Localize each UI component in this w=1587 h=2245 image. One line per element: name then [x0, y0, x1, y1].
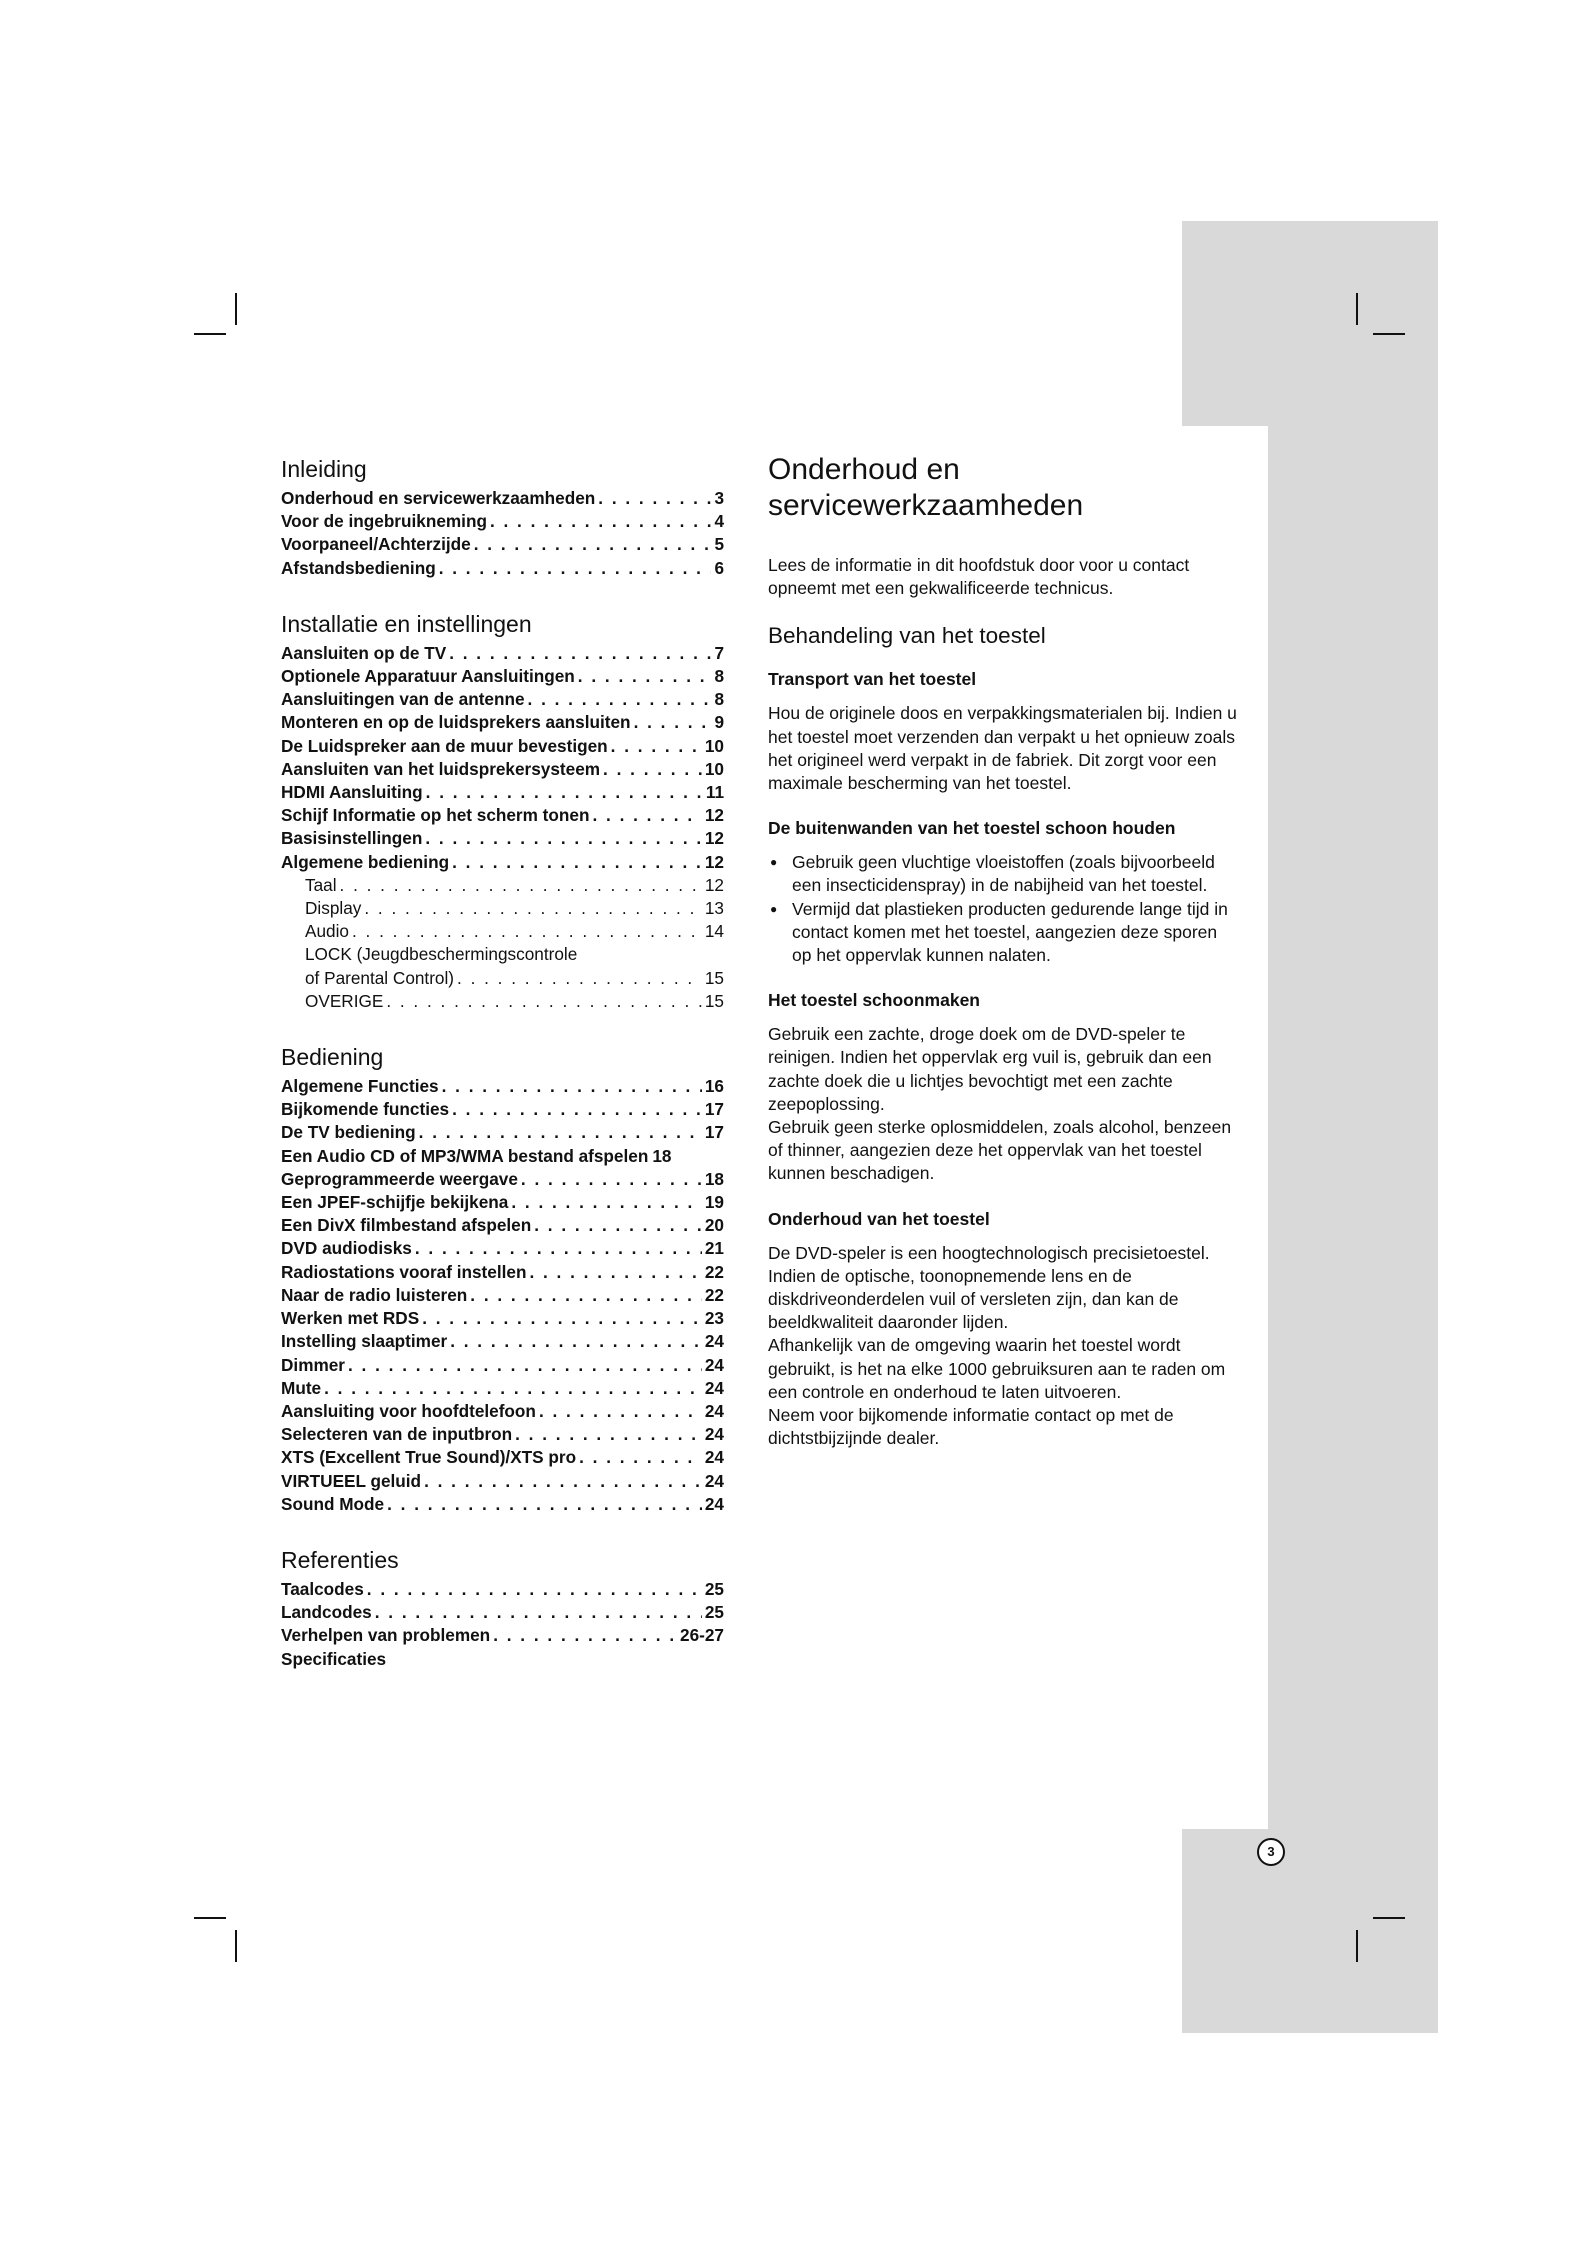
toc-leader-dots: [424, 1470, 702, 1493]
toc-entry[interactable]: [281, 1624, 724, 1647]
toc-entry-title: DVD audiodisks: [281, 1238, 412, 1259]
toc-leader-dots: [521, 1168, 702, 1191]
toc-entry[interactable]: [281, 1237, 724, 1260]
toc-section-heading: Installatie en instellingen: [281, 610, 532, 637]
toc-entry-title: Display: [305, 898, 362, 919]
cleaning-heading: Het toestel schoonmaken: [768, 990, 980, 1011]
toc-leader-dots: [515, 1423, 702, 1446]
toc-entry-page: 8: [714, 689, 724, 710]
toc-entry-title: Een Audio CD of MP3/WMA bestand afspelen: [281, 1145, 649, 1166]
toc-leader-dots: [493, 1624, 677, 1647]
toc-entry-title: Instelling slaaptimer: [281, 1331, 448, 1352]
toc-entry-page: 25: [704, 1578, 724, 1599]
toc-entry-page: 8: [714, 666, 724, 687]
section-title: Behandeling van het toestel: [768, 623, 1046, 649]
toc-entry-title: Schijf Informatie op het scherm tonen: [281, 805, 590, 826]
toc-entry-title: Radiostations vooraf instellen: [281, 1261, 527, 1282]
main-article: [768, 452, 1238, 1472]
toc-entry-page: 16: [704, 1076, 724, 1097]
toc-entry-title: Geprogrammeerde weergave: [281, 1168, 518, 1189]
toc-entry-page: 24: [704, 1493, 724, 1514]
crop-mark-bottom-left-h: [194, 1917, 226, 1919]
toc-entry-title: Aansluitingen van de antenne: [281, 689, 525, 710]
outer-walls-list: [768, 851, 1238, 967]
toc-entry[interactable]: [281, 1601, 724, 1624]
outer-walls-heading: De buitenwanden van het toestel schoon houden: [768, 818, 1176, 839]
toc-entry[interactable]: [281, 758, 724, 781]
toc-entry-title: of Parental Control): [305, 967, 455, 988]
toc-entry-page: 12: [704, 805, 724, 826]
crop-mark-bottom-right-h: [1373, 1917, 1405, 1919]
page-title: [768, 452, 1238, 524]
toc-leader-dots: [364, 897, 702, 920]
toc-entry-title: Een DivX filmbestand afspelen: [281, 1215, 532, 1236]
toc-entry-page: 15: [704, 990, 724, 1011]
toc-entry-title: Dimmer: [281, 1354, 345, 1375]
toc-section: [281, 1546, 724, 1671]
toc-leader-dots: [450, 1330, 702, 1353]
toc-leader-dots: [528, 688, 712, 711]
toc-entry-page: 24: [704, 1331, 724, 1352]
toc-entry-title: Algemene Functies: [281, 1076, 439, 1097]
toc-leader-dots: [470, 1284, 702, 1307]
toc-entry-page: 24: [704, 1400, 724, 1421]
toc-entry[interactable]: [281, 557, 724, 580]
side-band-bottom: [1182, 1829, 1438, 2033]
toc-entry[interactable]: [281, 897, 724, 920]
toc-entry-title: Aansluiten van het luidsprekersysteem: [281, 758, 601, 779]
toc-entry-page: 25: [704, 1602, 724, 1623]
toc-entry-page: 24: [704, 1470, 724, 1491]
toc-entry-page: 17: [704, 1122, 724, 1143]
toc-entry-title: Voor de ingebruikneming: [281, 511, 487, 532]
toc-entry[interactable]: [281, 1307, 724, 1330]
maintenance-paragraph-3: Neem voor bijkomende informatie contact op met de dichtstbijzijnde dealer.: [768, 1405, 1174, 1449]
crop-mark-top-right-h: [1373, 333, 1405, 335]
toc-entry-page: 10: [704, 758, 724, 779]
toc-entry[interactable]: [281, 510, 724, 533]
toc-section: [281, 455, 724, 580]
table-of-contents: [281, 455, 724, 1701]
toc-entry-page: 12: [704, 874, 724, 895]
list-item: ● Gebruik geen vluchtige vloeistoffen (zoals bijvoorbeeld een insecticidenspray) in de nabijheid van het toestel.: [768, 851, 1238, 897]
toc-entry-page: 7: [714, 642, 724, 663]
toc-entry-title: VIRTUEEL geluid: [281, 1470, 422, 1491]
toc-leader-dots: [603, 758, 702, 781]
toc-entry-title: Aansluiting voor hoofdtelefoon: [281, 1400, 536, 1421]
toc-entry[interactable]: [281, 781, 724, 804]
toc-leader-dots: [578, 665, 712, 688]
toc-entry[interactable]: [281, 851, 724, 874]
toc-leader-dots: [415, 1237, 702, 1260]
intro-paragraph: Lees de informatie in dit hoofdstuk door voor u contact opneemt met een gekwalificeerde technicus.: [768, 555, 1190, 599]
list-item: ● Vermijd dat plastieken producten gedurende lange tijd in contact komen met het toestel, aangezien deze sporen op het oppervlak kunnen nalaten.: [768, 898, 1238, 968]
toc-entry-page: 24: [704, 1354, 724, 1375]
toc-entry[interactable]: [281, 1423, 724, 1446]
toc-entry[interactable]: [281, 1354, 724, 1377]
toc-entry[interactable]: [281, 735, 724, 758]
toc-leader-dots: [579, 1446, 702, 1469]
toc-leader-dots: [375, 1601, 702, 1624]
toc-entry[interactable]: [281, 967, 724, 990]
toc-section-heading: Bediening: [281, 1044, 384, 1071]
toc-leader-dots: [340, 874, 702, 897]
crop-mark-bottom-right-v: [1356, 1930, 1358, 1962]
toc-entry-page: 24: [704, 1447, 724, 1468]
toc-entry-title: Optionele Apparatuur Aansluitingen: [281, 666, 575, 687]
toc-entry-title: Sound Mode: [281, 1493, 385, 1514]
toc-entry-page: 26-27: [680, 1625, 724, 1646]
toc-entry-page: 17: [704, 1099, 724, 1120]
cleaning-paragraph-2: Gebruik geen sterke oplosmiddelen, zoals alcohol, benzeen of thinner, aangezien deze het oppervlak van het toestel kunnen beschadigen.: [768, 1117, 1232, 1184]
toc-entry[interactable]: [281, 487, 724, 510]
toc-entry-page: 18: [652, 1145, 672, 1166]
toc-entry-page: 20: [704, 1215, 724, 1236]
maintenance-paragraph-2: Afhankelijk van de omgeving waarin het toestel wordt gebruikt, is het na elke 1000 gebruiksuren aan te raden om een controle en onderhoud te laten uitvoeren.: [768, 1335, 1226, 1402]
crop-mark-bottom-left-v: [235, 1930, 237, 1962]
toc-entry-page: 23: [704, 1308, 724, 1329]
toc-entry-page: 5: [714, 534, 724, 555]
toc-entry-title: LOCK (Jeugdbeschermingscontrole: [305, 944, 578, 965]
toc-entry-title: Monteren en op de luidsprekers aansluiten: [281, 712, 631, 733]
toc-entry-title: Naar de radio luisteren: [281, 1284, 468, 1305]
toc-leader-dots: [426, 781, 703, 804]
toc-entry-page: 22: [704, 1261, 724, 1282]
toc-leader-dots: [611, 735, 702, 758]
toc-entry-title: XTS (Excellent True Sound)/XTS pro: [281, 1447, 577, 1468]
transport-paragraph: Hou de originele doos en verpakkingsmaterialen bij. Indien u het toestel moet verzenden dan verpakt u het opnieuw zoals het origineel werd verpakt in de fabriek. Dit zorgt voor een maximale bescherming van het toestel.: [768, 703, 1237, 794]
toc-entry[interactable]: [281, 1075, 724, 1098]
toc-leader-dots: [598, 487, 711, 510]
toc-leader-dots: [425, 827, 702, 850]
toc-entry-title: De Luidspreker aan de muur bevestigen: [281, 735, 608, 756]
cleaning-paragraph-1: Gebruik een zachte, droge doek om de DVD-speler te reinigen. Indien het oppervlak erg vuil is, gebruik dan een zachte doek die u lichtjes bevochtigt met een zachte zeepoplossing.: [768, 1024, 1212, 1114]
toc-leader-dots: [449, 642, 711, 665]
toc-entry-title: Algemene bediening: [281, 851, 450, 872]
side-band-middle: [1268, 426, 1438, 1829]
page-title-line-2: servicewerkzaamheden: [768, 489, 1084, 522]
toc-entry-page: 3: [714, 488, 724, 508]
toc-entry-title: Verhelpen van problemen: [281, 1625, 491, 1646]
toc-entry[interactable]: [281, 1284, 724, 1307]
toc-entry-page: 13: [704, 898, 724, 919]
transport-heading: Transport van het toestel: [768, 669, 977, 690]
toc-entry-title: Selecteren van de inputbron: [281, 1424, 513, 1445]
toc-entry[interactable]: [281, 1145, 724, 1168]
page-number: 3: [1257, 1838, 1285, 1866]
toc-entry[interactable]: [281, 533, 724, 556]
side-band-top: [1182, 221, 1438, 426]
toc-entry[interactable]: [281, 1121, 724, 1144]
toc-entry[interactable]: [281, 874, 724, 897]
toc-leader-dots: [539, 1400, 702, 1423]
toc-entry-title: HDMI Aansluiting: [281, 782, 423, 803]
toc-entry-page: 14: [704, 921, 724, 942]
toc-entry-title: Specificaties: [281, 1648, 387, 1669]
toc-entry[interactable]: [281, 1493, 724, 1516]
toc-entry-title: Aansluiten op de TV: [281, 642, 447, 663]
toc-leader-dots: [529, 1261, 701, 1284]
crop-mark-top-right-v: [1356, 293, 1358, 325]
toc-entry-title: Voorpaneel/Achterzijde: [281, 534, 471, 555]
toc-entry[interactable]: [281, 1446, 724, 1469]
toc-leader-dots: [386, 990, 702, 1013]
crop-mark-top-left-h: [194, 333, 226, 335]
toc-entry-page: 12: [704, 828, 724, 849]
toc-leader-dots: [634, 711, 712, 734]
toc-entry[interactable]: [281, 1191, 724, 1214]
toc-entry[interactable]: [281, 1470, 724, 1493]
toc-entry-title: Afstandsbediening: [281, 557, 436, 578]
toc-entry-page: 6: [714, 557, 724, 578]
toc-leader-dots: [324, 1377, 702, 1400]
toc-entry[interactable]: [281, 688, 724, 711]
toc-entry[interactable]: [281, 990, 724, 1013]
toc-entry-page: 11: [705, 782, 724, 803]
toc-entry-page: 9: [714, 712, 724, 733]
maintenance-heading: Onderhoud van het toestel: [768, 1208, 990, 1229]
toc-entry-title: Werken met RDS: [281, 1308, 420, 1329]
toc-entry-title: Basisinstellingen: [281, 828, 423, 849]
toc-entry-title: Een JPEF-schijfje bekijkena: [281, 1192, 509, 1213]
crop-mark-top-left-v: [235, 293, 237, 325]
toc-entry[interactable]: [281, 827, 724, 850]
toc-entry-title: Taal: [305, 874, 337, 895]
toc-entry-page: 4: [714, 511, 724, 532]
toc-leader-dots: [452, 851, 702, 874]
toc-entry-title: OVERIGE: [305, 990, 384, 1011]
toc-entry[interactable]: [281, 1377, 724, 1400]
toc-leader-dots: [419, 1121, 702, 1144]
page-title-line-1: Onderhoud en: [768, 453, 960, 486]
toc-section: [281, 610, 724, 1013]
toc-entry[interactable]: [281, 804, 724, 827]
toc-entry-page: 10: [704, 735, 724, 756]
toc-leader-dots: [474, 533, 712, 556]
toc-leader-dots: [490, 510, 711, 533]
toc-entry-page: 21: [704, 1238, 724, 1259]
toc-entry[interactable]: [281, 1214, 724, 1237]
toc-leader-dots: [592, 804, 701, 827]
toc-entry[interactable]: [281, 711, 724, 734]
toc-entry-page: 22: [704, 1284, 724, 1305]
toc-leader-dots: [511, 1191, 702, 1214]
toc-entry[interactable]: [281, 1648, 724, 1671]
toc-entry[interactable]: [281, 1261, 724, 1284]
toc-entry[interactable]: [281, 1330, 724, 1353]
toc-entry-title: Mute: [281, 1377, 322, 1398]
toc-leader-dots: [348, 1354, 702, 1377]
toc-entry[interactable]: [281, 943, 724, 966]
toc-section-heading: Referenties: [281, 1546, 399, 1573]
toc-leader-dots: [387, 1493, 702, 1516]
toc-leader-dots: [367, 1578, 702, 1601]
toc-entry-page: 24: [704, 1377, 724, 1398]
toc-entry-title: Landcodes: [281, 1602, 372, 1623]
toc-leader-dots: [534, 1214, 702, 1237]
toc-entry[interactable]: [281, 665, 724, 688]
toc-entry[interactable]: [281, 920, 724, 943]
toc-entry-title: De TV bediening: [281, 1122, 416, 1143]
toc-entry[interactable]: [281, 1400, 724, 1423]
toc-entry-title: Audio: [305, 921, 349, 942]
toc-entry[interactable]: [281, 1168, 724, 1191]
toc-entry-page: 24: [704, 1424, 724, 1445]
toc-leader-dots: [352, 920, 702, 943]
toc-entry-page: 18: [704, 1168, 724, 1189]
toc-entry-title: Onderhoud en servicewerkzaamheden: [281, 488, 596, 508]
toc-entry-title: Bijkomende functies: [281, 1099, 450, 1120]
toc-leader-dots: [442, 1075, 702, 1098]
maintenance-paragraph-1: De DVD-speler is een hoogtechnologisch precisietoestel. Indien de optische, toonopnemende lens en de diskdriveonderdelen vuil of versleten zijn, dan kan de beeldkwaliteit daaronder lijden.: [768, 1242, 1210, 1333]
toc-entry-page: 15: [704, 967, 724, 988]
toc-leader-dots: [439, 557, 712, 580]
toc-entry-title: Taalcodes: [281, 1578, 364, 1599]
toc-entry-page: 12: [704, 851, 724, 872]
toc-section: [281, 1043, 724, 1516]
toc-entry[interactable]: [281, 642, 724, 665]
toc-leader-dots: [422, 1307, 702, 1330]
toc-entry[interactable]: [281, 1578, 724, 1601]
toc-section-heading: Inleiding: [281, 456, 367, 482]
toc-entry-page: 19: [704, 1192, 724, 1213]
toc-leader-dots: [452, 1098, 702, 1121]
toc-leader-dots: [457, 967, 702, 990]
toc-entry[interactable]: [281, 1098, 724, 1121]
